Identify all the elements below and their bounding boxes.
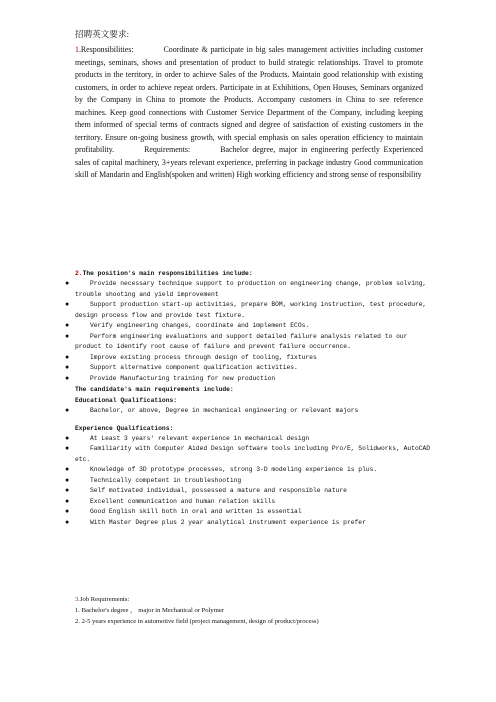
list-item: ● Knowledge of 3D prototype processes, strong 3-D modeling experience is plus. [65,466,378,474]
section2-number: 2. [75,270,83,277]
bullet-icon: ● [65,476,70,485]
list-item: ● Provide Manufacturing training for new production [65,374,276,383]
section1-req-label: Requirements: [144,145,191,154]
bullet-icon: ● [65,487,70,495]
bullet-icon: ● [65,407,70,415]
list-item: ● Support production start-up activities, prepare BOM, working instruction, test procedure, design process flow and provide test fixture. [65,301,427,319]
responsibilities-list [65,279,435,384]
bullet-icon: ● [65,508,70,516]
section1-text1: Coordinate & participate in big sales management activities including customer meetings, seminars, shows and presentation of product to build strategic relationships. Travel to promote products in the territory, in order to achieve Sales of the Products. Maintain good relationship with existing customers, in order to achieve repeat orders. Participate in at Exhibitions, Open Houses, Seminars organized by the Company in China to promote the Products. Accompany customers in China to see reference machines. Keep good connections with Customer Service Department of the Company, including keeping them informed of special terms of contracts signed and degree of satisfaction of existing customers in the territory. Ensure on-going business growth, with special emphasis on sales operation efficiency to maintain profitability. [75,45,423,154]
list-item: ● Bachelor, or above, Degree in mechanical engineering or relevant majors [65,407,359,415]
list-item: ● Support alternative component qualification activities. [65,364,298,372]
experience-list [65,434,435,529]
list-item: ● Good English skill both in oral and written is essential [65,508,302,516]
section2 [65,268,435,528]
section3 [75,594,435,628]
candidate-heading: The candidate's main requirements include: [75,386,234,393]
list-item: ● Technically competent in troubleshooting [65,476,242,485]
bullet-icon: ● [65,434,70,443]
list-item: 2. 2-5 years experience in automotive field (project management, design of product/process) [75,618,319,626]
list-item: ● Excellent communication and human relation skills [65,497,276,506]
section3-title: Job Requirements: [79,596,130,603]
experience-heading: Experience Qualifications: [75,424,174,432]
bullet-icon: ● [65,301,70,309]
list-item: 1. Bachelor's degree ， major in Mechanical or Polymer [75,607,224,615]
bullet-icon: ● [65,322,70,330]
bullet-icon: ● [65,280,70,288]
section3-heading [75,594,435,605]
bullet-icon: ● [65,466,70,474]
section1-number: 1. [75,45,81,54]
section2-heading [75,268,435,279]
section3-number: 3. [75,596,80,603]
bullet-icon: ● [65,497,70,506]
bullet-icon: ● [65,332,70,341]
list-item: ● Familiarity with Computer Aided Design software tools including Pro/E, Solidworks, AutoCAD etc. [65,445,431,463]
education-list [65,406,435,417]
list-item: ● Provide necessary technique support to production on engineering change, problem solving, trouble shooting and yield improvement [65,280,427,298]
bullet-icon: ● [65,374,70,383]
section1-label: Responsibilities: [80,45,134,54]
list-item: ● With Master Degree plus 2 year analytical instrument experience is prefer [65,518,366,527]
list-item: ● Self motivated individual, possessed a mature and responsible nature [65,487,347,495]
section1-text2: Bachelor degree, major in engineering perfectly Experienced sales of capital machinery, 3+years relevant experience, preferring in package industry Good communication skill of Mandarin and English(spoken and written) High working efficiency and strong sense of responsibility [75,145,423,179]
list-item: ● Verify engineering changes, coordinate and implement ECOs. [65,322,310,330]
list-item: ● At Least 3 years' relevant experience in mechanical design [65,434,310,443]
bullet-icon: ● [65,364,70,372]
bullet-icon: ● [65,353,70,362]
page-heading: 招聘英文要求: [75,29,129,39]
bullet-icon: ● [65,518,70,527]
bullet-icon: ● [65,445,70,453]
section1-paragraph [75,44,423,182]
education-heading: Educational Qualifications: [75,397,178,404]
list-item: ● Improve existing process through design of tooling, fixtures [65,353,317,362]
section2-title: The position's main responsibilities include: [82,270,253,277]
list-item: ● Perform engineering evaluations and support detailed failure analysis related to our product to identify root cause of failure and prevent failure occurrence. [65,332,408,350]
